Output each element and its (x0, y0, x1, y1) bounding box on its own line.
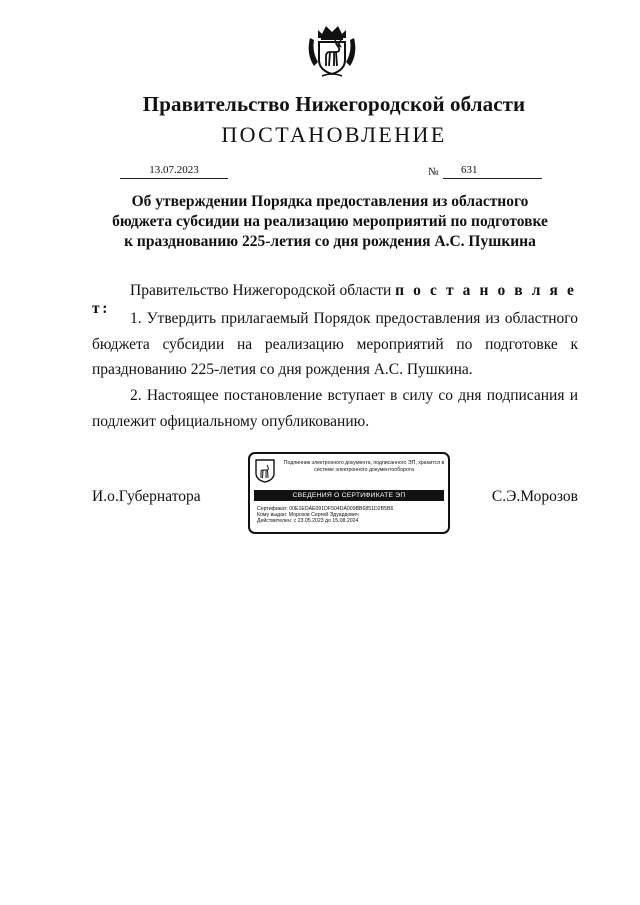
stamp-emblem-icon (255, 459, 275, 483)
document-type: ПОСТАНОВЛЕНИЕ (221, 122, 447, 147)
preamble-text: Правительство Нижегородской области (130, 282, 392, 299)
signer-position: И.о.Губернатора (92, 488, 201, 505)
subject-line: бюджета субсидии на реализацию мероприятий по подготовке (112, 213, 548, 230)
coat-of-arms-emblem (304, 18, 360, 78)
item-2-paragraph: 2. Настоящее постановление вступает в силу со дня подписания и подлежит официальному опубликованию. (92, 387, 578, 430)
document-number: 631 (461, 164, 478, 176)
preamble-verb: п о с т а н о в л я е т: (92, 282, 577, 317)
electronic-signature-stamp (248, 452, 450, 534)
certificate-owner: Кому выдан: Морозов Сергей Эдуардович (257, 512, 359, 518)
document-date: 13.07.2023 (120, 162, 228, 179)
document-subject (110, 192, 550, 252)
subject-line: к празднованию 225-летия со дня рождения А.С. Пушкина (124, 233, 536, 250)
item-1-paragraph: 1. Утвердить прилагаемый Порядок предоставления из областного бюджета субсидии на реализацию мероприятий по подготовке к празднованию 225-летия со дня рождения А.С. Пушкина. (92, 310, 578, 378)
certificate-id: Сертификат: 00E1EDAE091DF504DA009BB6851D2B5B6 (257, 506, 394, 512)
certificate-banner: СВЕДЕНИЯ О СЕРТИФИКАТЕ ЭП (254, 490, 444, 501)
number-label: № (428, 166, 439, 178)
organization-title: Правительство Нижегородской области (142, 92, 526, 116)
stamp-note: Подлинник электронного документа, подписанного ЭП, хранится в системе электронного документооборота (283, 460, 445, 473)
signer-name: С.Э.Морозов (491, 488, 578, 505)
subject-line: Об утверждении Порядка предоставления из областного (131, 193, 529, 210)
document-number-field (443, 162, 542, 179)
certificate-validity: Действителен: с 23.05.2023 до 15.08.2024 (257, 518, 359, 524)
